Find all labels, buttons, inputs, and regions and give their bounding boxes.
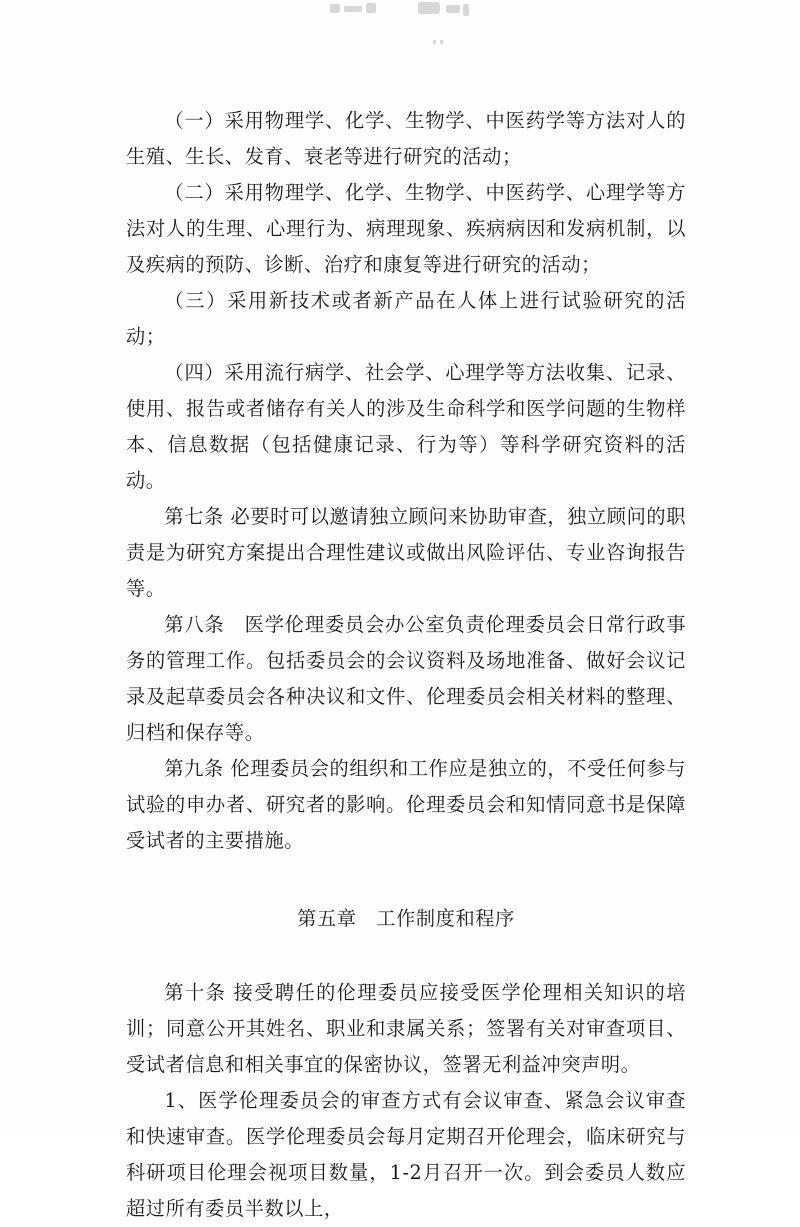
document-body: [126, 103, 686, 1227]
paragraph-clause-1: （一）采用物理学、化学、生物学、中医药学等方法对人的生殖、生长、发育、衰老等进行研究的活动；: [126, 109, 686, 168]
scan-artifact: [300, 0, 500, 48]
paragraph-item-1: 1、医学伦理委员会的审查方式有会议审查、紧急会议审查和快速审查。医学伦理委员会每月定期召开伦理会，临床研究与科研项目伦理会视项目数量，1-2月召开一次。到会委员人数应超过所有委员半数以上，: [126, 1089, 686, 1220]
paragraph-article-9: 第九条 伦理委员会的组织和工作应是独立的，不受任何参与试验的申办者、研究者的影响。伦理委员会和知情同意书是保障受试者的主要措施。: [126, 757, 686, 852]
paragraph-clause-4: （四）采用流行病学、社会学、心理学等方法收集、记录、使用、报告或者储存有关人的涉及生命科学和医学问题的生物样本、信息数据（包括健康记录、行为等）等科学研究资料的活动。: [126, 361, 686, 492]
paragraph-article-10: 第十条 接受聘任的伦理委员应接受医学伦理相关知识的培训；同意公开其姓名、职业和隶属关系；签署有关对审查项目、受试者信息和相关事宜的保密协议，签署无利益冲突声明。: [126, 981, 686, 1076]
paragraph-article-8: 第八条 医学伦理委员会办公室负责伦理委员会日常行政事务的管理工作。包括委员会的会议资料及场地准备、做好会议记录及起草委员会各种决议和文件、伦理委员会相关材料的整理、归档和保存等。: [126, 613, 686, 744]
paragraph-clause-3: （三）采用新技术或者新产品在人体上进行试验研究的活动；: [126, 289, 686, 348]
paragraph-article-7: 第七条 必要时可以邀请独立顾问来协助审查，独立顾问的职责是为研究方案提出合理性建议或做出风险评估、专业咨询报告等。: [126, 505, 686, 600]
paragraph-clause-2: （二）采用物理学、化学、生物学、中医药学、心理学等方法对人的生理、心理行为、病理现象、疾病病因和发病机制，以及疾病的预防、诊断、治疗和康复等进行研究的活动；: [126, 181, 686, 276]
chapter-heading: 第五章 工作制度和程序: [297, 907, 515, 930]
